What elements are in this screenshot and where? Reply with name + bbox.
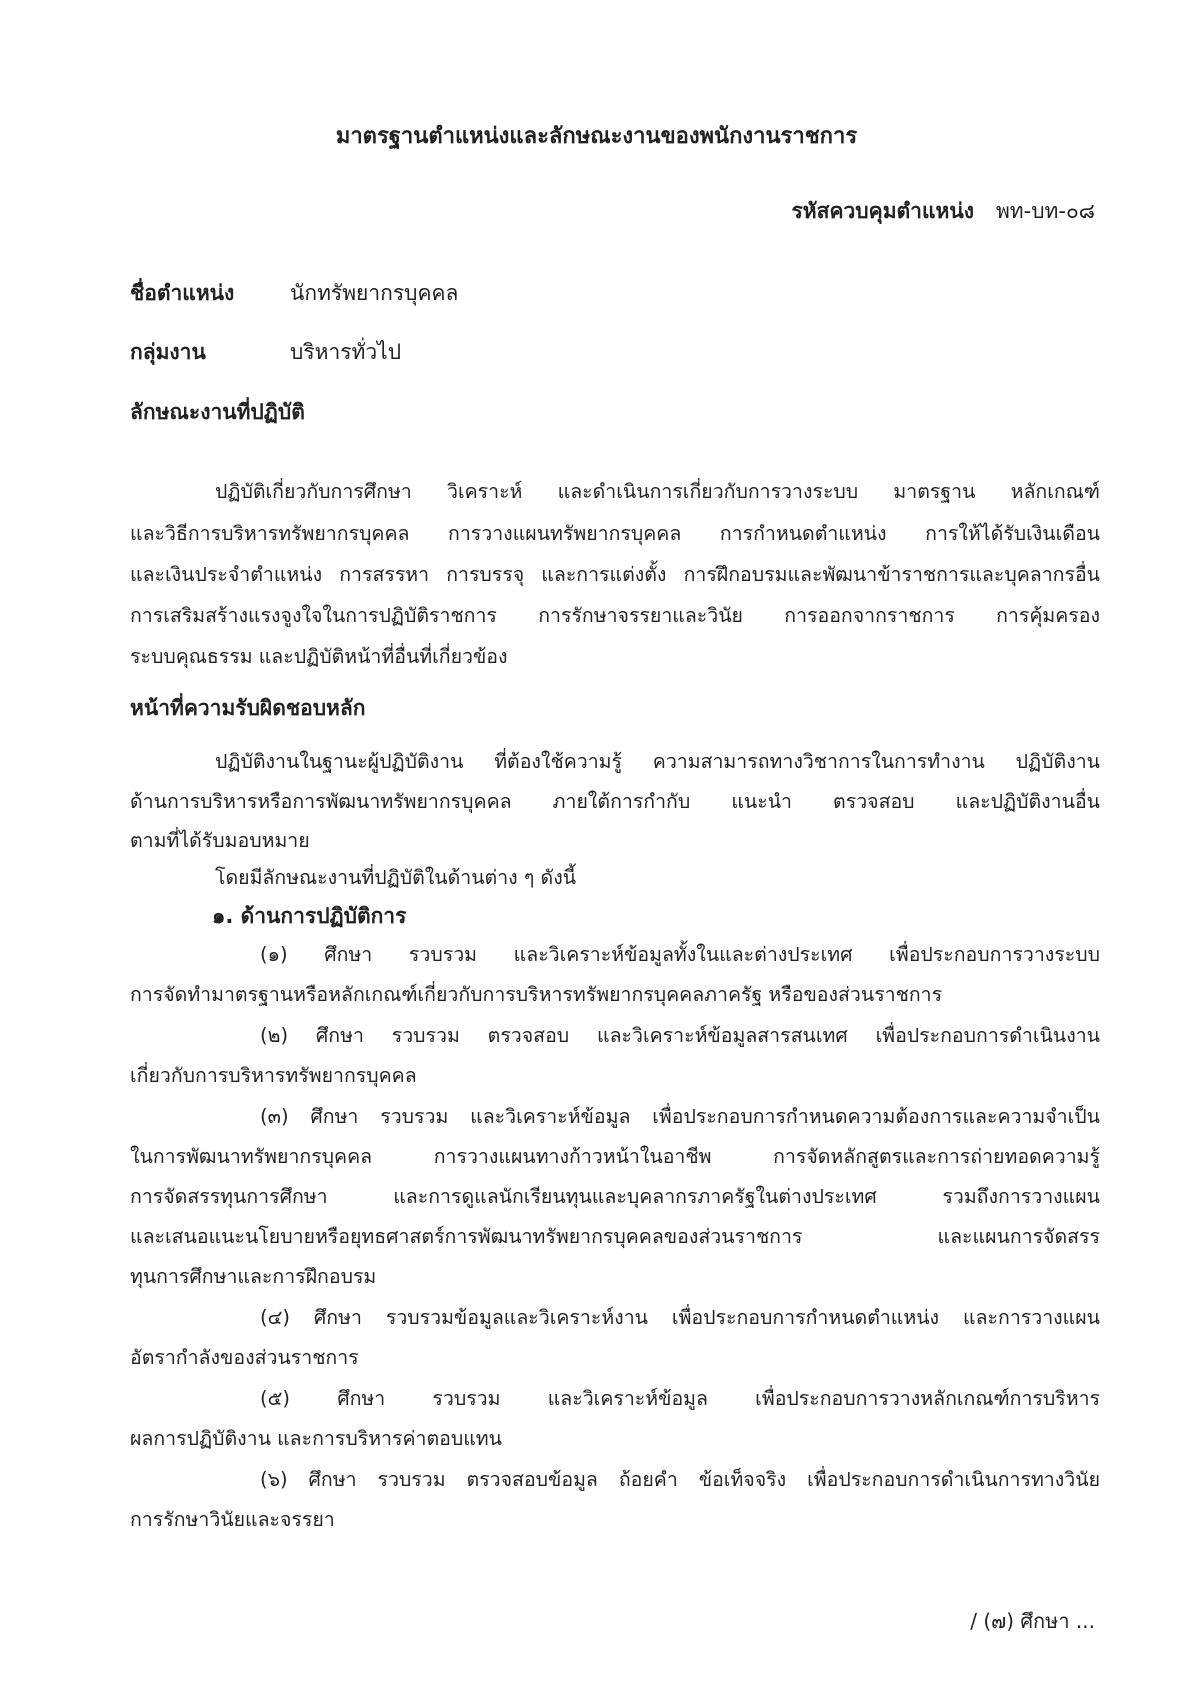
- position-name-value: นักทรัพยากรบุคคล: [290, 281, 459, 305]
- duty-item-1-line: การจัดทำมาตรฐานหรือหลักเกณฑ์เกี่ยวกับการบริหารทรัพยากรบุคคลภาครัฐ หรือของส่วนราชการ: [130, 983, 943, 1006]
- position-code-row: [792, 196, 1095, 226]
- responsibilities-heading: หน้าที่ความรับผิดชอบหลัก: [130, 696, 366, 720]
- duty-item-4-line: อัตรากำลังของส่วนราชการ: [130, 1346, 359, 1369]
- duty-item-3-line: การจัดสรรทุนการศึกษา และการดูแลนักเรียนทุนและบุคลากรภาครัฐในต่างประเทศ รวมถึงการวางแผน: [130, 1185, 1100, 1208]
- responsibilities-lead-in: โดยมีลักษณะงานที่ปฏิบัติในด้านต่าง ๆ ดังนี้: [215, 866, 577, 889]
- duty-item-5-line: (๕) ศึกษา รวบรวม และวิเคราะห์ข้อมูล เพื่อประกอบการวางหลักเกณฑ์การบริหาร: [260, 1387, 1100, 1410]
- job-nature-line: ระบบคุณธรรม และปฏิบัติหน้าที่อื่นที่เกี่ยวข้อง: [130, 645, 508, 668]
- position-code-value: พท-บท-๐๘: [995, 199, 1095, 223]
- responsibilities-intro-line: ด้านการบริหารหรือการพัฒนาทรัพยากรบุคคล ภายใต้การกำกับ แนะนำ ตรวจสอบ และปฏิบัติงานอื่น: [130, 790, 1100, 813]
- duty-item-6-line: (๖) ศึกษา รวบรวม ตรวจสอบข้อมูล ถ้อยคำ ข้อเท็จจริง เพื่อประกอบการดำเนินการทางวินัย: [260, 1468, 1100, 1491]
- responsibilities-intro-line: ตามที่ได้รับมอบหมาย: [130, 829, 310, 852]
- duty-item-3-line: ทุนการศึกษาและการฝึกอบรม: [130, 1265, 377, 1288]
- duty-item-6-line: การรักษาวินัยและจรรยา: [130, 1508, 335, 1531]
- duty-item-2-line: เกี่ยวกับการบริหารทรัพยากรบุคคล: [130, 1064, 417, 1087]
- job-group-value: บริหารทั่วไป: [290, 340, 402, 364]
- document-title: มาตรฐานตำแหน่งและลักษณะงานของพนักงานราชการ: [335, 124, 858, 149]
- duty-item-3-line: (๓) ศึกษา รวบรวม และวิเคราะห์ข้อมูล เพื่อประกอบการกำหนดความต้องการและความจำเป็น: [260, 1105, 1100, 1128]
- duty-item-3-line: และเสนอแนะนโยบายหรือยุทธศาสตร์การพัฒนาทรัพยากรบุคคลของส่วนราชการ และแผนการจัดสรร: [130, 1225, 1100, 1248]
- continuation-note: / (๗) ศึกษา ...: [970, 1609, 1095, 1633]
- job-nature-line: การเสริมสร้างแรงจูงใจในการปฏิบัติราชการ การรักษาจรรยาและวินัย การออกจากราชการ การคุ้มครอง: [130, 604, 1100, 627]
- job-group-label: กลุ่มงาน: [130, 340, 206, 364]
- operations-area-heading: ๑. ด้านการปฏิบัติการ: [212, 904, 407, 928]
- job-nature-line: ปฏิบัติเกี่ยวกับการศึกษา วิเคราะห์ และดำเนินการเกี่ยวกับการวางระบบ มาตรฐาน หลักเกณฑ์: [215, 480, 1100, 503]
- position-name-label: ชื่อตำแหน่ง: [130, 281, 235, 305]
- duty-item-2-line: (๒) ศึกษา รวบรวม ตรวจสอบ และวิเคราะห์ข้อมูลสารสนเทศ เพื่อประกอบการดำเนินงาน: [260, 1024, 1100, 1047]
- position-code-label: รหัสควบคุมตำแหน่ง: [791, 199, 974, 223]
- responsibilities-intro-line: ปฏิบัติงานในฐานะผู้ปฏิบัติงาน ที่ต้องใช้ความรู้ ความสามารถทางวิชาการในการทำงาน ปฏิบัติงาน: [215, 750, 1100, 773]
- duty-item-1-line: (๑) ศึกษา รวบรวม และวิเคราะห์ข้อมูลทั้งในและต่างประเทศ เพื่อประกอบการวางระบบ: [260, 943, 1100, 966]
- duty-item-3-line: ในการพัฒนาทรัพยากรบุคคล การวางแผนทางก้าวหน้าในอาชีพ การจัดหลักสูตรและการถ่ายทอดความรู้: [130, 1145, 1100, 1168]
- duty-item-5-line: ผลการปฏิบัติงาน และการบริหารค่าตอบแทน: [130, 1427, 502, 1450]
- job-nature-heading: ลักษณะงานที่ปฏิบัติ: [130, 400, 305, 424]
- job-nature-line: และเงินประจำตำแหน่ง การสรรหา การบรรจุ และการแต่งตั้ง การฝึกอบรมและพัฒนาข้าราชการและบุคลากรอื่น: [130, 563, 1100, 586]
- job-nature-line: และวิธีการบริหารทรัพยากรบุคคล การวางแผนทรัพยากรบุคคล การกำหนดตำแหน่ง การให้ได้รับเงินเดือน: [130, 522, 1100, 545]
- duty-item-4-line: (๔) ศึกษา รวบรวมข้อมูลและวิเคราะห์งาน เพื่อประกอบการกำหนดตำแหน่ง และการวางแผน: [260, 1306, 1100, 1329]
